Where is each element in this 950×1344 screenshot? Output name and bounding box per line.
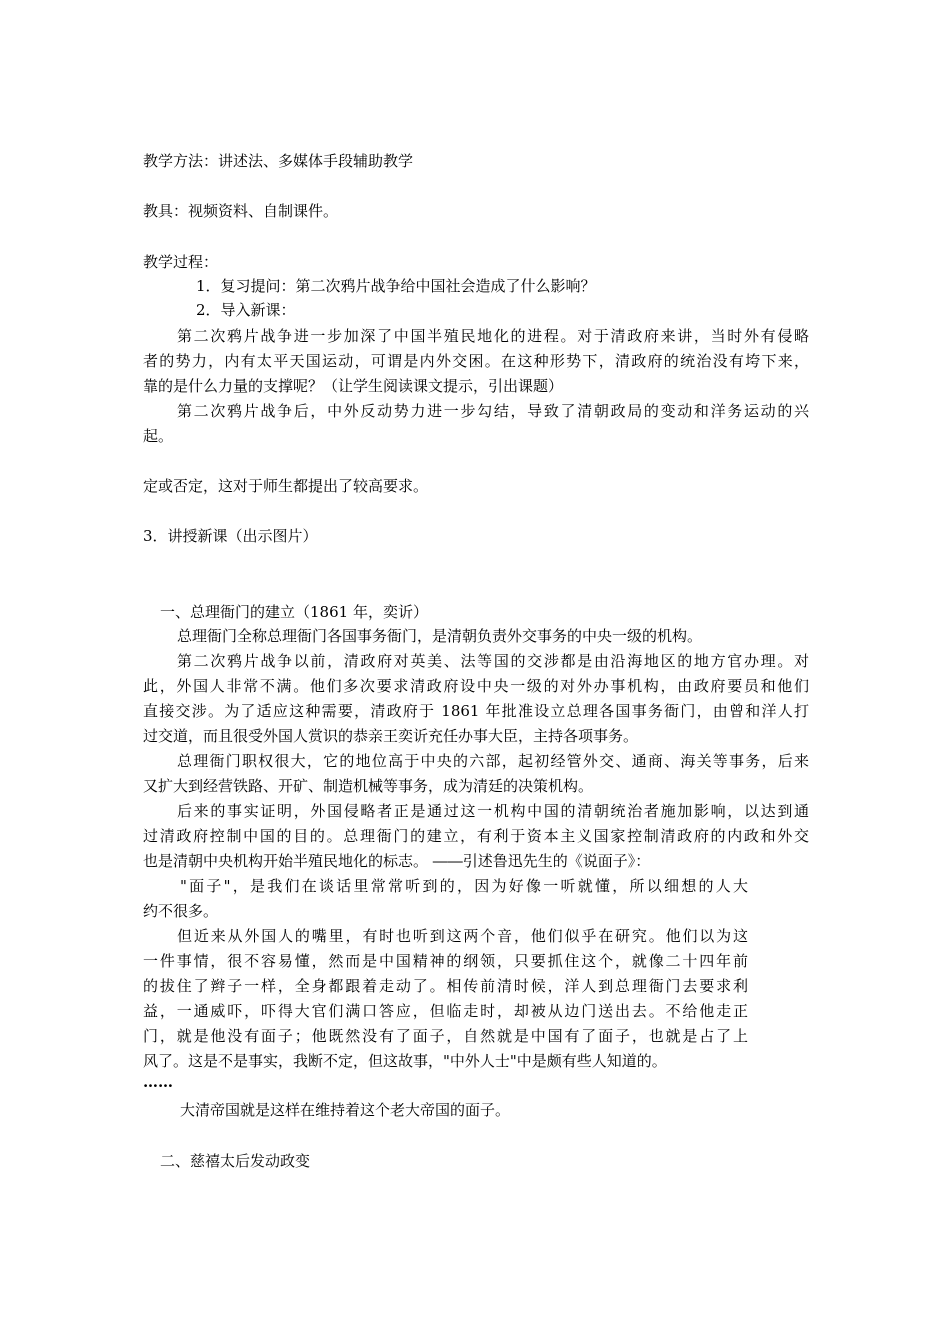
fragment-line: 定或否定，这对于师生都提出了较高要求。 xyxy=(143,477,429,495)
intro-paragraph-line: 者的势力，内有太平天国运动，可谓是内外交困。在这种形势下，清政府的统治没有垮下来， xyxy=(143,352,809,370)
body-paragraph-line: 过交道，而且很受外国人赏识的恭亲王奕䜣充任办事大臣，主持各项事务。 xyxy=(143,727,639,745)
step-introduce-new-lesson: 2．导入新课： xyxy=(196,301,296,319)
section-heading-zongli-yamen: 一、总理衙门的建立（1861 年，奕䜣） xyxy=(160,603,428,621)
step-teach-new-lesson: 3．讲授新课（出示图片） xyxy=(143,527,318,545)
concluding-line: 大清帝国就是这样在维持着这个老大帝国的面子。 xyxy=(180,1101,511,1119)
body-paragraph-line: 总理衙门职权很大，它的地位高于中央的六部，起初经管外交、通商、海关等事务，后来 xyxy=(177,752,809,770)
body-paragraph-line: 又扩大到经营铁路、开矿、制造机械等事务，成为清廷的决策机构。 xyxy=(143,777,594,795)
quote-line: 但近来从外国人的嘴里，有时也听到这两个音，他们似乎在研究。他们以为这 xyxy=(177,927,748,945)
body-paragraph-line: 总理衙门全称总理衙门各国事务衙门，是清朝负责外交事务的中央一级的机构。 xyxy=(177,627,703,645)
intro-paragraph-line: 第二次鸦片战争后，中外反动势力进一步勾结，导致了清朝政局的变动和洋务运动的兴 xyxy=(177,402,809,420)
quote-line: 的拔住了辫子一样，全身都跟着走动了。相传前清时候，洋人到总理衙门去要求利 xyxy=(143,977,748,995)
quote-line: 一件事情，很不容易懂，然而是中国精神的纲领，只要抓住这个，就像二十四年前 xyxy=(143,952,748,970)
teaching-tools-line: 教具：视频资料、自制课件。 xyxy=(143,202,339,220)
intro-paragraph-line: 第二次鸦片战争进一步加深了中国半殖民地化的进程。对于清政府来讲，当时外有侵略 xyxy=(177,327,809,345)
quote-line: 风了。这是不是事实，我断不定，但这故事，"中外人士"中是颇有些人知道的。 xyxy=(143,1052,667,1070)
ellipsis: …… xyxy=(143,1073,173,1091)
quote-line: "面子"，是我们在谈话里常常听到的，因为好像一听就懂，所以细想的人大 xyxy=(180,877,748,895)
body-paragraph-line: 后来的事实证明，外国侵略者正是通过这一机构中国的清朝统治者施加影响，以达到通 xyxy=(177,802,809,820)
quote-line: 益，一通威吓，吓得大官们满口答应，但临走时，却被从边门送出去。不给他走正 xyxy=(143,1002,748,1020)
teaching-method-line: 教学方法：讲述法、多媒体手段辅助教学 xyxy=(143,152,414,170)
section-heading-cixi-coup: 二、慈禧太后发动政变 xyxy=(160,1152,311,1170)
body-paragraph-line: 过清政府控制中国的目的。总理衙门的建立，有利于资本主义国家控制清政府的内政和外交 xyxy=(143,827,809,845)
intro-paragraph-line: 靠的是什么力量的支撑呢？（让学生阅读课文提示，引出课题） xyxy=(143,377,564,395)
body-paragraph-line: 第二次鸦片战争以前，清政府对英美、法等国的交涉都是由沿海地区的地方官办理。对 xyxy=(177,652,809,670)
teaching-process-heading: 教学过程： xyxy=(143,253,219,271)
body-paragraph-line: 直接交涉。为了适应这种需要，清政府于 1861 年批准设立总理各国事务衙门，由曾和洋人打 xyxy=(143,702,809,720)
body-paragraph-line: 此，外国人非常不满。他们多次要求清政府设中央一级的对外办事机构，由政府要员和他们 xyxy=(143,677,809,695)
body-paragraph-line: 也是清朝中央机构开始半殖民地化的标志。 ――引述鲁迅先生的《说面子》： xyxy=(143,852,651,870)
quote-line: 门，就是他没有面子；他既然没有了面子，自然就是中国有了面子，也就是占了上 xyxy=(143,1027,748,1045)
intro-paragraph-line: 起。 xyxy=(143,427,174,445)
step-review-question: 1．复习提问：第二次鸦片战争给中国社会造成了什么影响？ xyxy=(196,277,596,295)
quote-line: 约不很多。 xyxy=(143,902,219,920)
